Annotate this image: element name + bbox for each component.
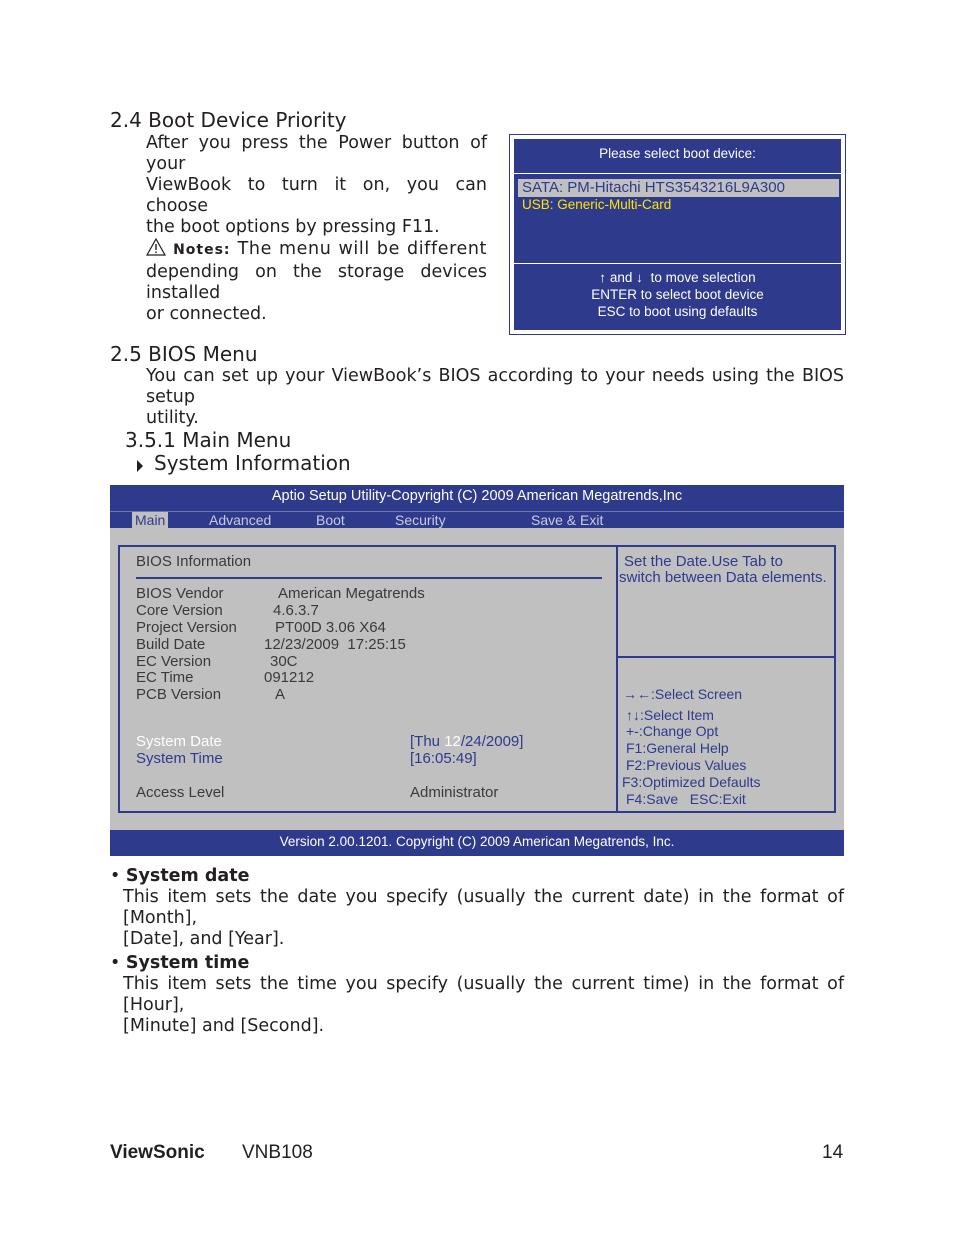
arrow-up-icon: ↑: [599, 270, 607, 285]
notes-line: or connected.: [146, 304, 267, 324]
access-level-label: Access Level: [136, 784, 225, 801]
boot-help-line: ESC to boot using defaults: [597, 304, 758, 319]
arrow-down-icon: ↓: [636, 270, 643, 285]
system-date-section: [110, 866, 844, 950]
bios-main-screen: [110, 485, 844, 856]
footer-brand: ViewSonic: [110, 1142, 205, 1163]
tab-save-exit[interactable]: Save & Exit: [531, 512, 604, 528]
system-time-label[interactable]: System Time: [136, 750, 223, 767]
help-and: and: [609, 270, 633, 285]
system-time-line: This item sets the time you specify (usually the current time) in the format of [Hour],: [123, 974, 844, 1015]
date-prefix: [Thu: [410, 733, 445, 750]
notes-text: The menu will be different: [237, 239, 487, 259]
build-date-label: Build Date: [136, 636, 206, 653]
bullet: •: [110, 866, 126, 886]
system-time-title: System time: [125, 953, 250, 973]
system-date-title: System date: [125, 866, 250, 886]
section-2-5-paragraph: [146, 366, 844, 429]
system-date-title-line: [110, 866, 844, 887]
panel-help-divider: [618, 656, 834, 658]
boot-help-line: [514, 269, 841, 286]
project-version-value: PT00D 3.06 X64: [275, 619, 386, 636]
build-date-value: 12/23/2009 17:25:15: [264, 636, 406, 653]
access-level-value: Administrator: [410, 784, 499, 801]
section-2-5-heading: 2.5 BIOS Menu: [110, 342, 258, 366]
bios-menu-bar: [110, 511, 844, 528]
ec-version-value: 30C: [270, 653, 298, 670]
key-change-opt: +-:Change Opt: [626, 723, 719, 739]
help-rest: to move selection: [650, 270, 756, 285]
bios-info-title: BIOS Information: [136, 553, 252, 570]
para-line: After you press the Power button of your: [146, 133, 487, 174]
boot-device-option[interactable]: USB: Generic-Multi-Card: [522, 197, 672, 212]
ec-time-value: 091212: [264, 669, 315, 686]
para-line: the boot options by pressing F11.: [146, 217, 440, 237]
core-version-label: Core Version: [136, 602, 223, 619]
help-text: Set the Date.Use Tab to: [624, 553, 783, 570]
boot-device-selected[interactable]: SATA: PM-Hitachi HTS3543216L9A300: [518, 179, 839, 197]
bios-main-panel: [118, 545, 836, 813]
notes-label: Notes:: [173, 242, 231, 258]
bullet: •: [110, 953, 126, 973]
bios-vendor-value: American Megatrends: [278, 585, 425, 602]
footer-model: VNB108: [242, 1142, 313, 1163]
key-general-help: F1:General Help: [626, 740, 729, 756]
project-version-label: Project Version: [136, 619, 237, 636]
system-date-line: This item sets the date you specify (usually the current date) in the format of [Month],: [123, 887, 844, 928]
key-optimized-defaults: F3:Optimized Defaults: [622, 774, 761, 790]
pcb-version-value: A: [275, 686, 286, 703]
date-month-highlight[interactable]: 12: [444, 733, 461, 750]
boot-help-line: ENTER to select boot device: [591, 287, 764, 302]
boot-menu-help: [514, 263, 841, 330]
notes-line: [146, 238, 487, 262]
system-time-line: [Minute] and [Second].: [123, 1016, 325, 1036]
para-line: You can set up your ViewBook’s BIOS according to your needs using the BIOS setup: [146, 366, 844, 407]
section-2-4-paragraph: [146, 133, 487, 325]
system-time-section: [110, 953, 844, 1037]
system-date-line: [Date], and [Year].: [123, 929, 285, 949]
pcb-version-label: PCB Version: [136, 686, 222, 703]
help-text: switch between Data elements.: [619, 569, 827, 586]
key-save-exit: F4:Save ESC:Exit: [626, 791, 746, 807]
info-underline: [136, 577, 602, 579]
para-line: ViewBook to turn it on, you can choose: [146, 175, 487, 216]
boot-menu-title: Please select boot device:: [514, 139, 841, 174]
bios-footer: Version 2.00.1201. Copyright (C) 2009 American Megatrends, Inc.: [110, 830, 844, 856]
core-version-value: 4.6.3.7: [273, 602, 319, 619]
warning-icon: [146, 238, 166, 262]
ec-time-label: EC Time: [136, 669, 194, 686]
bios-header: Aptio Setup Utility-Copyright (C) 2009 American Megatrends,Inc: [110, 485, 844, 511]
ec-version-label: EC Version: [136, 653, 212, 670]
system-time-title-line: [110, 953, 844, 974]
key-select-item: ↑↓:Select Item: [626, 707, 714, 723]
key-select-screen: →←:Select Screen: [623, 686, 743, 702]
notes-line: depending on the storage devices installed: [146, 262, 487, 303]
section-2-4-heading: 2.4 Boot Device Priority: [110, 108, 347, 132]
page-number: 14: [822, 1142, 844, 1163]
section-3-5-1-heading: 3.5.1 Main Menu: [125, 428, 292, 452]
system-information-heading: System Information: [154, 451, 351, 475]
system-date-value[interactable]: [410, 733, 523, 750]
tab-boot[interactable]: Boot: [316, 512, 345, 528]
boot-device-menu: [509, 134, 846, 335]
date-suffix: /24/2009]: [460, 733, 524, 750]
system-time-value[interactable]: [16:05:49]: [410, 750, 477, 767]
triangle-right-icon: [136, 457, 144, 476]
tab-main[interactable]: Main: [132, 512, 168, 528]
bios-vendor-label: BIOS Vendor: [136, 585, 224, 602]
system-date-label[interactable]: System Date: [136, 733, 222, 750]
panel-divider: [616, 547, 618, 811]
para-line: utility.: [146, 408, 199, 428]
tab-security[interactable]: Security: [395, 512, 446, 528]
tab-advanced[interactable]: Advanced: [209, 512, 272, 528]
key-previous-values: F2:Previous Values: [626, 757, 747, 773]
